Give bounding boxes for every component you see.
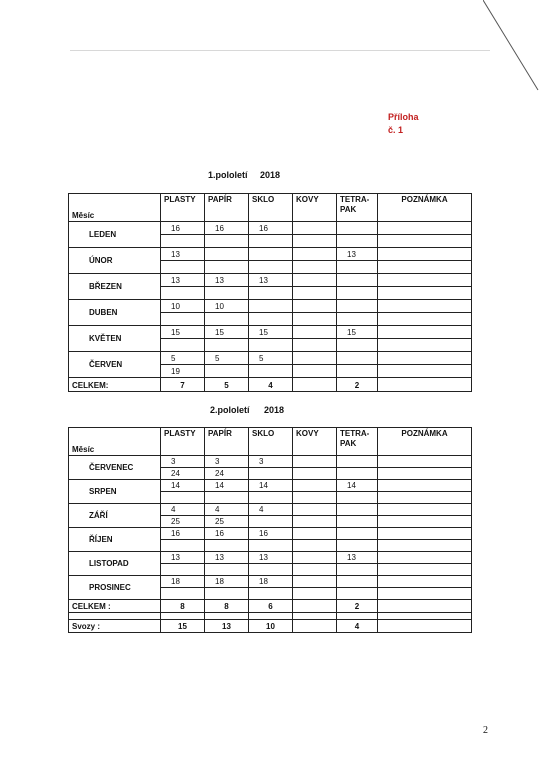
total-row-cell: 8 xyxy=(205,600,249,613)
table-row xyxy=(69,528,472,540)
note-cell xyxy=(378,222,472,235)
note-cell xyxy=(378,248,472,261)
table-cell: 18 xyxy=(249,576,293,588)
page-number: 2 xyxy=(483,725,488,736)
total-row-cell xyxy=(293,378,337,392)
table-cell xyxy=(337,504,378,516)
tetra-line-2: PAK xyxy=(340,439,357,448)
column-header-tetra-pak xyxy=(337,428,378,456)
month-label: LEDEN xyxy=(69,222,161,248)
note-cell xyxy=(378,456,472,468)
table-cell: 15 xyxy=(161,326,205,339)
table-header-row xyxy=(69,428,472,456)
table-cell xyxy=(293,480,337,492)
svozy-row-cell: 13 xyxy=(205,620,249,633)
second-half-title xyxy=(210,405,284,415)
month-label: SRPEN xyxy=(69,480,161,504)
table-row xyxy=(69,248,472,261)
table-cell: 13 xyxy=(161,248,205,261)
table-cell xyxy=(293,235,337,248)
note-cell xyxy=(378,588,472,600)
note-cell xyxy=(378,274,472,287)
svozy-row-cell: 4 xyxy=(337,620,378,633)
table-cell xyxy=(249,468,293,480)
note-cell xyxy=(378,261,472,274)
note-cell xyxy=(378,504,472,516)
table-cell: 13 xyxy=(249,552,293,564)
first-half-year: 2018 xyxy=(260,170,281,180)
total-row-cell: 4 xyxy=(249,378,293,392)
table-cell xyxy=(337,222,378,235)
table-header-row xyxy=(69,194,472,222)
table-cell xyxy=(293,313,337,326)
table-cell: 25 xyxy=(205,516,249,528)
note-cell xyxy=(378,480,472,492)
table-row xyxy=(69,456,472,468)
table-cell: 16 xyxy=(205,222,249,235)
table-cell xyxy=(337,365,378,378)
note-cell xyxy=(378,352,472,365)
table-cell xyxy=(337,261,378,274)
table-cell xyxy=(337,468,378,480)
table-cell: 4 xyxy=(161,504,205,516)
month-label: ÚNOR xyxy=(69,248,161,274)
note-cell xyxy=(378,300,472,313)
table-cell xyxy=(293,516,337,528)
note-cell xyxy=(378,600,472,613)
column-header-plasty: PLASTY xyxy=(161,428,205,456)
note-cell xyxy=(378,576,472,588)
scan-line-top xyxy=(70,50,490,51)
table-cell: 16 xyxy=(161,528,205,540)
svozy-row-label: Svozy : xyxy=(69,620,161,633)
note-cell xyxy=(378,339,472,352)
month-label: ČERVENEC xyxy=(69,456,161,480)
table-cell xyxy=(161,235,205,248)
table-cell xyxy=(337,456,378,468)
column-header-papir: PAPÍR xyxy=(205,428,249,456)
column-header-kovy: KOVY xyxy=(293,428,337,456)
table-cell xyxy=(337,352,378,365)
note-cell xyxy=(378,552,472,564)
table-cell xyxy=(161,313,205,326)
attachment-line-2: č. 1 xyxy=(388,125,404,135)
table-row xyxy=(69,552,472,564)
table-cell: 24 xyxy=(205,468,249,480)
table-cell: 14 xyxy=(337,480,378,492)
table-cell xyxy=(293,274,337,287)
total-row-cell: 2 xyxy=(337,600,378,613)
table-cell xyxy=(293,564,337,576)
table-cell xyxy=(337,274,378,287)
table-cell xyxy=(293,540,337,552)
table-cell: 14 xyxy=(205,480,249,492)
month-label: DUBEN xyxy=(69,300,161,326)
table-cell: 18 xyxy=(205,576,249,588)
month-label: ZÁŘÍ xyxy=(69,504,161,528)
table-row xyxy=(69,300,472,313)
table-cell xyxy=(293,365,337,378)
table-cell: 15 xyxy=(337,326,378,339)
table-cell xyxy=(337,576,378,588)
table-cell xyxy=(249,313,293,326)
table-cell xyxy=(205,248,249,261)
table-cell xyxy=(293,588,337,600)
first-half-title xyxy=(208,170,280,180)
note-cell xyxy=(378,620,472,633)
table-cell xyxy=(205,492,249,504)
month-label: KVĚTEN xyxy=(69,326,161,352)
table-cell xyxy=(249,613,293,620)
table-cell: 16 xyxy=(249,528,293,540)
table-cell: 16 xyxy=(161,222,205,235)
month-label: LISTOPAD xyxy=(69,552,161,576)
second-half-year: 2018 xyxy=(264,405,285,415)
table-cell xyxy=(293,576,337,588)
tetra-line-1: TETRA- xyxy=(340,195,370,204)
table-cell xyxy=(337,492,378,504)
total-row xyxy=(69,378,472,392)
table-cell xyxy=(293,528,337,540)
table-cell: 16 xyxy=(205,528,249,540)
table-cell xyxy=(205,613,249,620)
total-row xyxy=(69,600,472,613)
tetra-line-2: PAK xyxy=(340,205,357,214)
table-row xyxy=(69,352,472,365)
table-cell xyxy=(69,613,161,620)
table-cell xyxy=(161,492,205,504)
month-label: ŘÍJEN xyxy=(69,528,161,552)
table-cell: 18 xyxy=(161,576,205,588)
first-half-table xyxy=(68,193,472,392)
table-cell xyxy=(249,235,293,248)
table-cell xyxy=(161,613,205,620)
note-cell xyxy=(378,378,472,392)
column-header-plasty: PLASTY xyxy=(161,194,205,222)
table-cell xyxy=(249,516,293,528)
table-cell: 13 xyxy=(161,274,205,287)
note-cell xyxy=(378,468,472,480)
table-cell: 3 xyxy=(205,456,249,468)
table-cell: 24 xyxy=(161,468,205,480)
table-cell xyxy=(249,248,293,261)
table-cell xyxy=(293,456,337,468)
table-cell: 16 xyxy=(249,222,293,235)
table-cell xyxy=(293,504,337,516)
column-header-poznamka: POZNÁMKA xyxy=(378,194,472,222)
total-row-cell: 6 xyxy=(249,600,293,613)
month-label: BŘEZEN xyxy=(69,274,161,300)
table-cell xyxy=(161,564,205,576)
table-cell: 4 xyxy=(205,504,249,516)
table-cell xyxy=(293,287,337,300)
table-cell: 13 xyxy=(337,552,378,564)
column-header-papir: PAPÍR xyxy=(205,194,249,222)
table-cell: 13 xyxy=(337,248,378,261)
table-cell xyxy=(205,564,249,576)
first-half-title-text: 1.pololetí xyxy=(208,170,248,180)
table-cell xyxy=(337,300,378,313)
note-cell xyxy=(378,540,472,552)
table-cell xyxy=(205,313,249,326)
total-row-cell xyxy=(293,600,337,613)
second-half-title-text: 2.pololetí xyxy=(210,405,250,415)
table-cell xyxy=(249,287,293,300)
note-cell xyxy=(378,528,472,540)
table-cell: 4 xyxy=(249,504,293,516)
table-cell xyxy=(205,261,249,274)
table-cell: 19 xyxy=(161,365,205,378)
table-row xyxy=(69,222,472,235)
table-cell: 13 xyxy=(249,274,293,287)
column-header-month: Měsíc xyxy=(69,194,161,222)
table-cell xyxy=(337,588,378,600)
attachment-line-1: Příloha xyxy=(388,112,419,122)
column-header-sklo: SKLO xyxy=(249,194,293,222)
column-header-sklo: SKLO xyxy=(249,428,293,456)
note-cell xyxy=(378,564,472,576)
total-row-cell: 2 xyxy=(337,378,378,392)
table-row xyxy=(69,480,472,492)
total-row-cell: 5 xyxy=(205,378,249,392)
table-cell xyxy=(337,564,378,576)
table-cell xyxy=(249,492,293,504)
table-cell: 14 xyxy=(249,480,293,492)
second-half-table xyxy=(68,427,472,633)
table-cell: 5 xyxy=(205,352,249,365)
tetra-line-1: TETRA- xyxy=(340,429,370,438)
table-cell xyxy=(249,339,293,352)
table-cell xyxy=(205,339,249,352)
table-cell xyxy=(293,352,337,365)
column-header-kovy: KOVY xyxy=(293,194,337,222)
table-cell: 10 xyxy=(161,300,205,313)
note-cell xyxy=(378,287,472,300)
table-cell xyxy=(337,313,378,326)
table-cell xyxy=(205,540,249,552)
table-cell: 13 xyxy=(205,552,249,564)
total-row-cell: 7 xyxy=(161,378,205,392)
table-cell xyxy=(337,528,378,540)
table-cell: 13 xyxy=(161,552,205,564)
table-cell xyxy=(293,261,337,274)
table-cell xyxy=(161,287,205,300)
table-cell xyxy=(293,248,337,261)
table-cell xyxy=(293,492,337,504)
table-cell: 5 xyxy=(249,352,293,365)
table-cell xyxy=(293,552,337,564)
table-cell xyxy=(249,261,293,274)
table-cell xyxy=(337,235,378,248)
note-cell xyxy=(378,492,472,504)
page-fold-mark xyxy=(483,0,543,95)
table-row xyxy=(69,504,472,516)
column-header-month: Měsíc xyxy=(69,428,161,456)
total-row-cell: 8 xyxy=(161,600,205,613)
table-cell xyxy=(249,564,293,576)
note-cell xyxy=(378,326,472,339)
table-cell xyxy=(161,339,205,352)
month-label: ČERVEN xyxy=(69,352,161,378)
note-cell xyxy=(378,235,472,248)
table-cell: 25 xyxy=(161,516,205,528)
table-cell xyxy=(161,588,205,600)
svozy-row-cell xyxy=(293,620,337,633)
table-cell xyxy=(205,588,249,600)
table-cell xyxy=(205,365,249,378)
column-header-poznamka: POZNÁMKA xyxy=(378,428,472,456)
table-cell xyxy=(337,516,378,528)
table-row xyxy=(69,576,472,588)
table-cell xyxy=(337,613,378,620)
table-cell xyxy=(249,365,293,378)
table-cell: 10 xyxy=(205,300,249,313)
table-cell: 15 xyxy=(249,326,293,339)
svozy-row-cell: 15 xyxy=(161,620,205,633)
table-cell: 5 xyxy=(161,352,205,365)
table-cell xyxy=(249,540,293,552)
table-cell xyxy=(378,613,472,620)
table-row xyxy=(69,274,472,287)
table-cell xyxy=(249,300,293,313)
table-cell: 3 xyxy=(249,456,293,468)
note-cell xyxy=(378,313,472,326)
table-cell xyxy=(293,613,337,620)
total-row-label: CELKEM: xyxy=(69,378,161,392)
table-cell xyxy=(249,588,293,600)
total-row-label: CELKEM : xyxy=(69,600,161,613)
column-header-tetra-pak xyxy=(337,194,378,222)
table-cell xyxy=(293,339,337,352)
table-row xyxy=(69,326,472,339)
table-cell xyxy=(293,326,337,339)
table-cell: 13 xyxy=(205,274,249,287)
attachment-label xyxy=(388,111,419,137)
table-cell xyxy=(205,235,249,248)
note-cell xyxy=(378,516,472,528)
spacer-row xyxy=(69,613,472,620)
month-label: PROSINEC xyxy=(69,576,161,600)
table-cell xyxy=(205,287,249,300)
table-cell xyxy=(337,540,378,552)
table-cell xyxy=(161,540,205,552)
note-cell xyxy=(378,365,472,378)
table-cell: 14 xyxy=(161,480,205,492)
table-cell: 3 xyxy=(161,456,205,468)
table-cell xyxy=(337,339,378,352)
table-cell xyxy=(293,300,337,313)
table-cell xyxy=(293,468,337,480)
table-cell xyxy=(337,287,378,300)
table-cell xyxy=(161,261,205,274)
table-cell xyxy=(293,222,337,235)
svozy-row xyxy=(69,620,472,633)
svozy-row-cell: 10 xyxy=(249,620,293,633)
table-cell: 15 xyxy=(205,326,249,339)
